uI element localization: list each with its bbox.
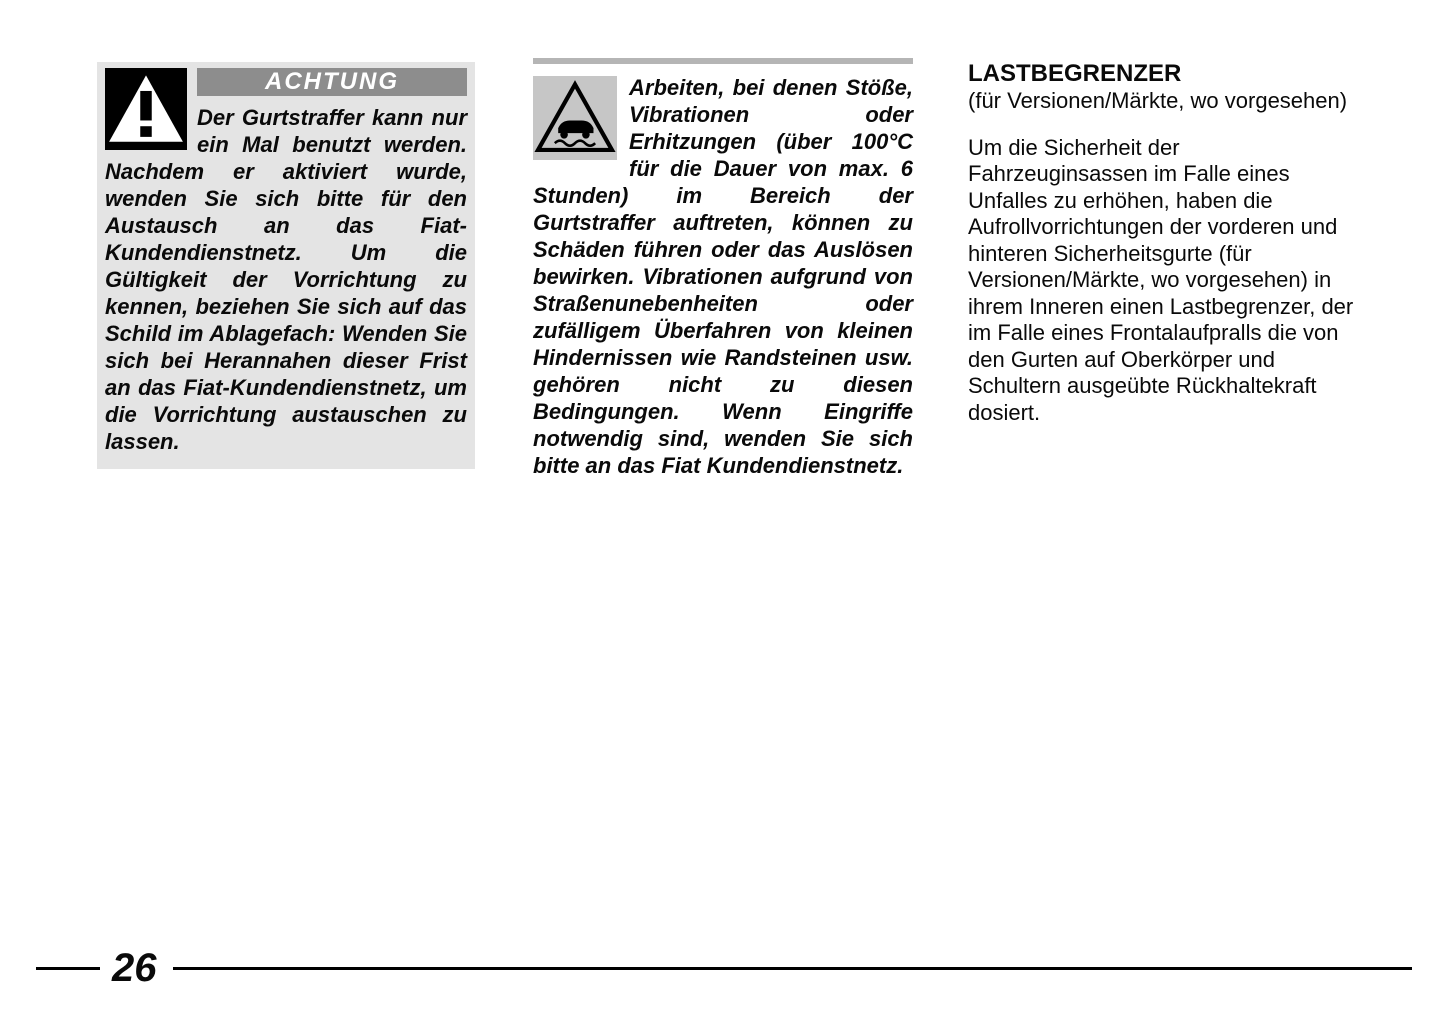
left-column (97, 62, 475, 469)
footer-rule-right (173, 967, 1413, 970)
vibration-warning-text: Arbeiten, bei denen Stöße, Vibrationen oder Erhitzungen (über 100°C für die Dauer von max. 6 Stunden) im Bereich der Gurtstraffer auftreten, können zu Schäden führen oder das Auslösen bewirken. Vibrationen aufgrund von Straßenunebenheiten oder zufälligem Überfahren von kleinen Hindernissen wie Randsteinen usw. gehören nicht zu diesen Bedingungen. Wenn Eingriffe notwendig sind, wenden Sie sich bitte an das Fiat Kundendienstnetz. (533, 75, 913, 478)
achtung-warning-box (97, 62, 475, 469)
middle-column (533, 58, 913, 479)
page-number: 26 (112, 946, 157, 990)
warning-car-vibration-icon (533, 76, 617, 160)
achtung-body-text: Der Gurtstraffer kann nur ein Mal benutzt werden. Nachdem er aktiviert wurde, wenden Sie sich bitte für den Austausch an das Fiat-Kundendienstnetz. Um die Gültigkeit der Vorrichtung zu kennen, beziehen Sie sich auf das Schild im Ablagefach: Wenden Sie sich bei Herannahen dieser Frist an das Fiat-Kundendienstnetz, um die Vorrichtung austauschen zu lassen. (105, 105, 467, 454)
section-body-text: Um die Sicherheit der Fahrzeuginsassen im Falle eines Unfalles zu erhöhen, haben die Aufrollvorrichtungen der vorderen und hinteren Sicherheitsgurte (für Versionen/Märkte, wo vorgesehen) in ihrem Inneren einen Lastbegrenzer, der im Falle eines Frontalaufpralls die von den Gurten auf Oberkörper und Schultern ausgeübte Rückhaltekraft dosiert. (968, 134, 1354, 425)
section-subheading: (für Versionen/Märkte, wo vorgesehen) (968, 88, 1348, 113)
column-divider-bar (533, 58, 913, 64)
right-column (968, 60, 1356, 426)
footer-rule-left (36, 967, 100, 970)
page-footer (36, 948, 1412, 988)
achtung-title: ACHTUNG (197, 68, 467, 96)
section-heading: LASTBEGRENZER (968, 60, 1182, 87)
warning-exclamation-icon (105, 68, 187, 150)
